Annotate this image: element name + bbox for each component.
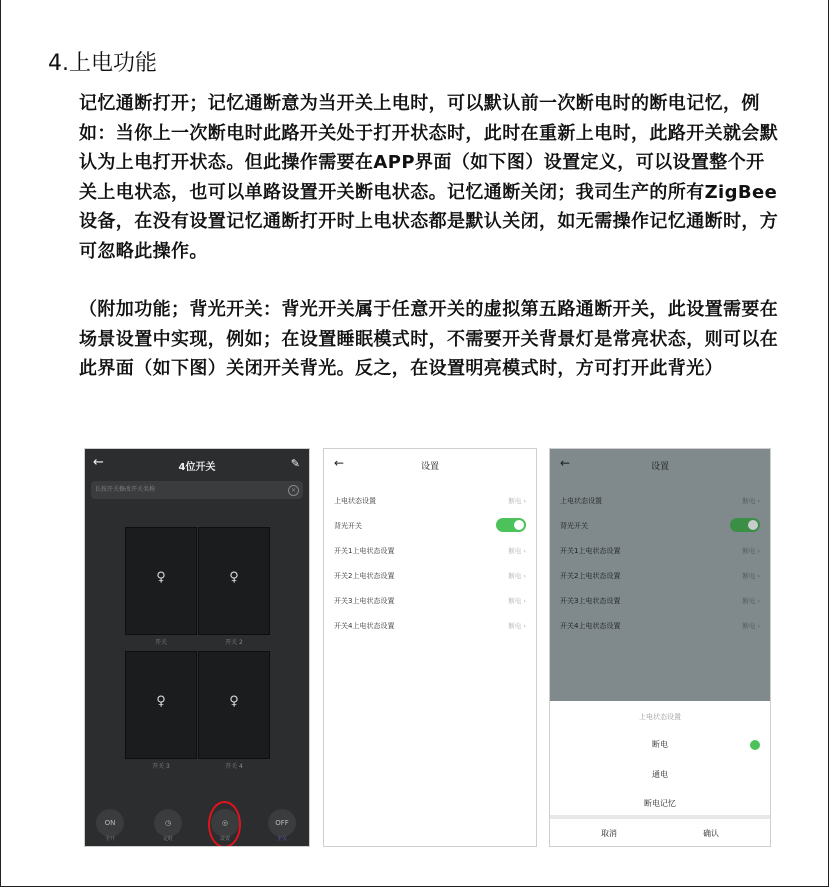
bulb-icon: ♀ — [156, 694, 166, 709]
rename-hint-bar — [91, 481, 303, 499]
all-off-label: 全关 — [276, 836, 287, 842]
row-value: 断电 › — [742, 597, 760, 605]
phone-power-state-sheet — [549, 448, 771, 847]
all-on-label: 全开 — [104, 836, 115, 842]
phone-switch-screen — [84, 448, 310, 847]
row-value: 断电 › — [508, 597, 526, 605]
back-arrow-icon[interactable]: ← — [560, 456, 571, 470]
row-label: 开关4上电状态设置 — [560, 622, 621, 630]
settings-header — [550, 449, 770, 479]
backlight-toggle[interactable] — [496, 518, 526, 532]
row-value: 断电 › — [508, 622, 526, 630]
switch-label-3: 开关 3 — [152, 763, 170, 770]
close-circle-icon[interactable]: × — [288, 485, 299, 496]
switch-gang-3[interactable] — [125, 651, 197, 759]
option-power-off[interactable]: 断电 — [652, 740, 668, 749]
switch4-state-row[interactable] — [550, 615, 770, 635]
switch-label-1: 开关 — [154, 639, 167, 646]
row-label: 开关2上电状态设置 — [334, 572, 395, 580]
back-arrow-icon[interactable]: ← — [334, 456, 345, 470]
settings-title: 设置 — [650, 462, 669, 472]
backlight-row — [550, 515, 770, 535]
switch-title: 4位开关 — [178, 462, 216, 473]
switch-header — [85, 449, 309, 479]
bulb-icon: ♀ — [229, 694, 239, 709]
phone-settings-screen — [323, 448, 537, 847]
all-on-button[interactable]: ON — [96, 809, 124, 837]
section-heading: 4.上电功能 — [48, 51, 157, 76]
selected-dot-icon — [750, 740, 760, 750]
settings-title: 设置 — [420, 462, 439, 472]
all-off-button[interactable]: OFF — [268, 809, 296, 837]
switch1-state-row[interactable] — [324, 540, 536, 560]
row-label: 开关1上电状态设置 — [560, 547, 621, 555]
row-value: 断电 › — [508, 497, 526, 505]
paragraph-memory: 记忆通断打开；记忆通断意为当开关上电时，可以默认前一次断电时的断电记忆，例如：当你上一次断电时此路开关处于打开状态时，此时在重新上电时，此路开关就会默认为上电打开状态。但此操作需要在APP界面（如下图）设置定义，可以设置整个开关上电状态，也可以单路设置开关断电状态。记忆通断关闭；我司生产的所有ZigBee设备，在没有设置记忆通断打开时上电状态都是默认关闭，如无需操作记忆通断时，方可忽略此操作。 — [79, 93, 779, 262]
sheet-title: 上电状态设置 — [639, 713, 681, 721]
confirm-button[interactable]: 确认 — [703, 829, 719, 838]
row-label: 背光开关 — [560, 522, 588, 530]
switch-gang-1[interactable] — [125, 527, 197, 635]
edit-pencil-icon[interactable]: ✎ — [290, 457, 300, 470]
timer-clock-icon[interactable]: ◷ — [154, 809, 182, 837]
row-value: 断电 › — [508, 547, 526, 555]
row-value: 断电 › — [742, 497, 760, 505]
row-label: 背光开关 — [334, 522, 362, 530]
timer-label: 定时 — [162, 836, 173, 842]
power-on-state-row[interactable] — [550, 490, 770, 510]
settings-header — [324, 449, 536, 479]
row-value: 断电 › — [508, 572, 526, 580]
settings-label: 设置 — [219, 836, 230, 842]
switch4-state-row[interactable] — [324, 615, 536, 635]
power-on-state-row[interactable] — [324, 490, 536, 510]
option-power-on[interactable]: 通电 — [652, 770, 668, 779]
back-arrow-icon[interactable]: ← — [93, 455, 104, 470]
row-label: 开关3上电状态设置 — [334, 597, 395, 605]
row-label: 上电状态设置 — [334, 497, 376, 505]
bulb-icon: ♀ — [229, 570, 239, 585]
highlight-circle — [208, 801, 241, 847]
cancel-button[interactable]: 取消 — [601, 829, 617, 838]
switch-gang-4[interactable] — [198, 651, 270, 759]
sheet-divider — [550, 815, 770, 819]
paragraph-backlight: （附加功能；背光开关：背光开关属于任意开关的虚拟第五路通断开关，此设置需要在场景设置中实现，例如；在设置睡眠模式时，不需要开关背景灯是常亮状态，则可以在此界面（如下图）关闭开关背光。反之，在设置明亮模式时，方可打开此背光） — [79, 299, 779, 379]
row-value: 断电 › — [742, 547, 760, 555]
rename-hint-text: 长按开关修改开关名称 — [95, 486, 156, 493]
switch-label-2: 开关 2 — [225, 639, 243, 646]
row-value: 断电 › — [742, 622, 760, 630]
bulb-icon: ♀ — [156, 570, 166, 585]
settings-cube-icon[interactable]: ◎ — [211, 809, 239, 837]
row-value: 断电 › — [742, 572, 760, 580]
backlight-row — [324, 515, 536, 535]
backlight-toggle[interactable] — [730, 518, 760, 532]
switch-label-4: 开关 4 — [225, 763, 243, 770]
switch-gang-2[interactable] — [198, 527, 270, 635]
option-memory[interactable]: 断电记忆 — [644, 799, 676, 808]
switch2-state-row[interactable] — [324, 565, 536, 585]
row-label: 开关1上电状态设置 — [334, 547, 395, 555]
switch3-state-row[interactable] — [550, 590, 770, 610]
switch2-state-row[interactable] — [550, 565, 770, 585]
row-label: 开关4上电状态设置 — [334, 622, 395, 630]
switch3-state-row[interactable] — [324, 590, 536, 610]
row-label: 上电状态设置 — [560, 497, 602, 505]
switch1-state-row[interactable] — [550, 540, 770, 560]
row-label: 开关2上电状态设置 — [560, 572, 621, 580]
row-label: 开关3上电状态设置 — [560, 597, 621, 605]
